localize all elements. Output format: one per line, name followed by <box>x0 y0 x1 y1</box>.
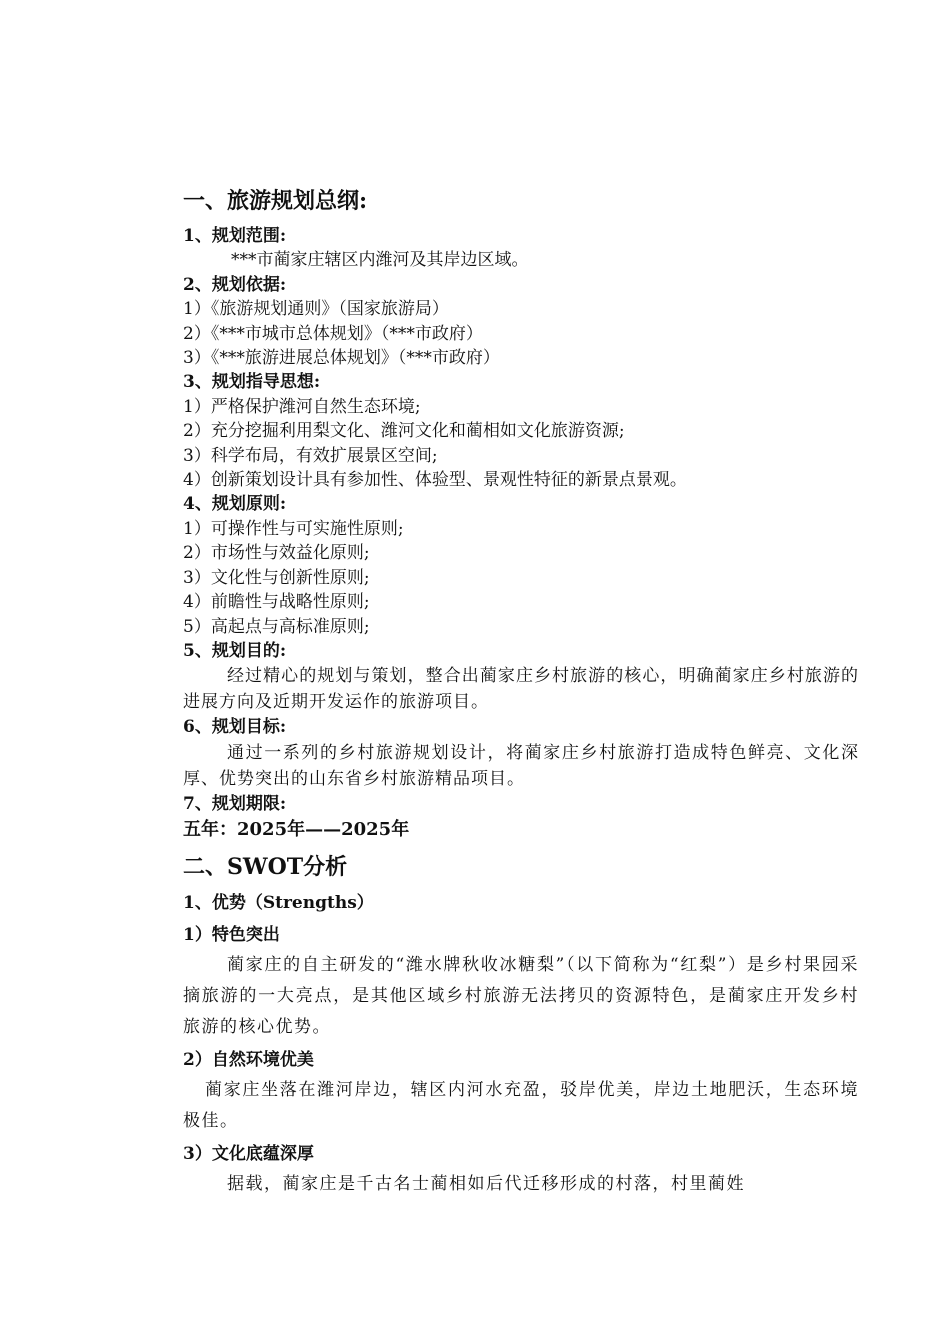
list-item: 2）《***市城市总体规划》（***市政府） <box>183 323 483 344</box>
list-item: 1）《旅游规划通则》（国家旅游局） <box>183 299 449 320</box>
list-item: 1）可操作性与可实施性原则; <box>183 518 404 539</box>
paragraph-natural-environment: 蔺家庄坐落在潍河岸边，辖区内河水充盈，驳岸优美，岸边土地肥沃，生态环境极佳。 <box>183 1080 859 1132</box>
paragraph-distinctive-features: 蔺家庄的自主研发的“潍水牌秋收冰糖梨”（以下简称为“红梨”）是乡村果园采摘旅游的一大亮点，是其他区域乡村旅游无法拷贝的资源特色，是蔺家庄开发乡村旅游的核心优势。 <box>183 955 859 1038</box>
heading-planning-scope: 1、规划范围: <box>183 226 287 246</box>
text-planning-period: 五年：2025年——2025年 <box>183 819 410 841</box>
list-item: 3）《***旅游进展总体规划》（***市政府） <box>183 348 500 369</box>
paragraph-planning-purpose: 经过精心的规划与策划，整合出蔺家庄乡村旅游的核心，明确蔺家庄乡村旅游的进展方向及近期开发运作的旅游项目。 <box>183 666 859 713</box>
heading-planning-period: 7、规划期限: <box>183 793 287 814</box>
text-planning-scope: ***市蔺家庄辖区内潍河及其岸边区域。 <box>231 250 529 271</box>
list-item: 2）市场性与效益化原则; <box>183 543 370 564</box>
heading-guiding-ideas: 3、规划指导思想: <box>183 372 321 393</box>
heading-cultural-heritage: 3）文化底蕴深厚 <box>183 1144 314 1165</box>
document-page <box>183 184 859 1200</box>
list-item: 2）充分挖掘利用梨文化、潍河文化和蔺相如文化旅游资源; <box>183 421 625 442</box>
heading-planning-basis: 2、规划依据: <box>183 274 287 295</box>
list-item: 5）高起点与高标准原则; <box>183 616 370 637</box>
list-item: 3）文化性与创新性原则; <box>183 567 370 588</box>
heading-distinctive-features: 1）特色突出 <box>183 925 280 946</box>
heading-planning-goal: 6、规划目标: <box>183 717 287 738</box>
paragraph-planning-goal: 通过一系列的乡村旅游规划设计，将蔺家庄乡村旅游打造成特色鲜亮、文化深厚、优势突出的山东省乡村旅游精品项目。 <box>183 742 859 789</box>
section-title-swot: 二、SWOT分析 <box>183 854 348 881</box>
heading-planning-purpose: 5、规划目的: <box>183 640 287 661</box>
list-item: 3）科学布局，有效扩展景区空间; <box>183 445 438 466</box>
list-item: 4）创新策划设计具有参加性、体验型、景观性特征的新景点景观。 <box>183 470 687 491</box>
list-item: 1）严格保护潍河自然生态环境; <box>183 396 421 417</box>
heading-strengths: 1、优势（Strengths） <box>183 893 374 914</box>
paragraph-cultural-heritage: 据载，蔺家庄是千古名士蔺相如后代迁移形成的村落，村里蔺姓 <box>227 1174 745 1195</box>
heading-natural-environment: 2）自然环境优美 <box>183 1050 314 1071</box>
list-item: 4）前瞻性与战略性原则; <box>183 592 370 613</box>
section-title-planning-outline: 一、旅游规划总纲: <box>183 188 368 214</box>
heading-planning-principles: 4、规划原则: <box>183 494 287 515</box>
